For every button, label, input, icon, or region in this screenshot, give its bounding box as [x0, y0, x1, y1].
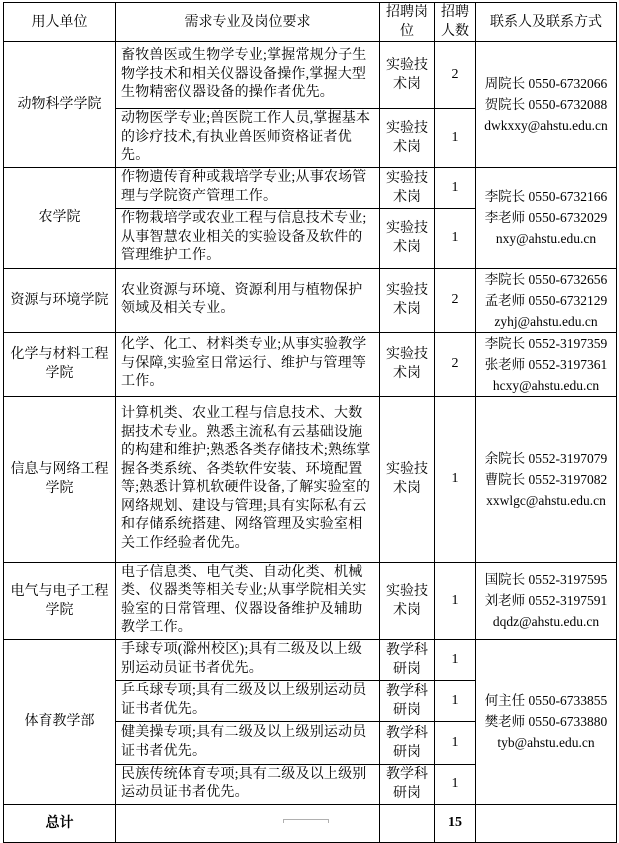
- count-cell: 1: [435, 109, 476, 168]
- post-cell: 实验技术岗: [380, 396, 435, 562]
- header-post: 招聘岗位: [380, 3, 435, 42]
- post-cell: 实验技术岗: [380, 109, 435, 168]
- count-cell: 1: [435, 639, 476, 680]
- unit-cell: 体育教学部: [4, 639, 116, 804]
- requirement-cell: 农业资源与环境、资源利用与植物保护领域及相关专业。: [116, 268, 380, 332]
- count-cell: 1: [435, 167, 476, 208]
- contact-cell: [476, 167, 617, 268]
- contact-cell: [476, 396, 617, 562]
- empty-cell: [116, 804, 380, 842]
- contact-line: zyhj@ahstu.edu.cn: [494, 313, 598, 329]
- count-cell: 2: [435, 332, 476, 396]
- unit-cell: 电气与电子工程学院: [4, 562, 116, 639]
- requirement-cell: 化学、化工、材料类专业;从事实验教学与保障,实验室日常运行、维护与管理等工作。: [116, 332, 380, 396]
- page-break-artifact: [283, 819, 329, 823]
- contact-line: 曹院长 0552-3197082: [484, 471, 608, 487]
- post-cell: 教学科研岗: [380, 680, 435, 721]
- post-cell: 教学科研岗: [380, 639, 435, 680]
- contact-cell: [476, 268, 617, 332]
- contact-line: 李院长 0552-3197359: [484, 335, 608, 351]
- total-count-cell: 15: [435, 804, 476, 842]
- requirement-cell: 作物栽培学或农业工程与信息技术专业;从事智慧农业相关的实验设备及软件的管理维护工作。: [116, 208, 380, 268]
- unit-cell: 农学院: [4, 167, 116, 268]
- table-row: [4, 396, 617, 562]
- header-requirement: 需求专业及岗位要求: [116, 3, 380, 42]
- unit-cell: 资源与环境学院: [4, 268, 116, 332]
- requirement-cell: 畜牧兽医或生物学专业;掌握常规分子生物学技术和相关仪器设备操作,掌握大型生物精密仪器设备的操作者优先。: [116, 42, 380, 109]
- contact-line: 樊老师 0550-6733880: [484, 714, 608, 729]
- header-count: 招聘人数: [435, 3, 476, 42]
- post-cell: 教学科研岗: [380, 721, 435, 764]
- requirement-cell: 民族传统体育专项;具有二级及以上级别运动员证书者优先。: [116, 764, 380, 804]
- count-cell: 1: [435, 208, 476, 268]
- header-contact: 联系人及联系方式: [476, 3, 617, 42]
- post-cell: 教学科研岗: [380, 764, 435, 804]
- contact-line: hcxy@ahstu.edu.cn: [492, 377, 600, 393]
- contact-line: 李院长 0550-6732166: [484, 189, 608, 204]
- contact-line: tyb@ahstu.edu.cn: [497, 735, 595, 750]
- contact-cell: [476, 639, 617, 804]
- contact-line: 李老师 0550-6732029: [484, 210, 608, 225]
- post-cell: 实验技术岗: [380, 167, 435, 208]
- contact-line: 贺院长 0550-6732088: [484, 96, 608, 112]
- contact-cell: [476, 562, 617, 639]
- count-cell: 2: [435, 42, 476, 109]
- contact-line: 孟老师 0550-6732129: [484, 292, 608, 308]
- count-cell: 1: [435, 396, 476, 562]
- requirement-cell: 计算机类、农业工程与信息技术、大数据技术专业。熟悉主流私有云基础设施的构建和维护;熟悉各类存储技术;熟练掌握各类系统、各类软件安装、环境配置等;熟悉计算机软硬件设备,了解实验室的网络规划、建设与管理;具有实际私有云和存储系统搭建、网络管理及实验室相关工作经验者优先。: [116, 396, 380, 562]
- post-cell: 实验技术岗: [380, 268, 435, 332]
- unit-cell: 动物科学学院: [4, 42, 116, 168]
- post-cell: 实验技术岗: [380, 208, 435, 268]
- requirement-cell: 健美操专项;具有二级及以上级别运动员证书者优先。: [116, 721, 380, 764]
- contact-line: nxy@ahstu.edu.cn: [495, 231, 597, 246]
- requirement-cell: 乒乓球专项;具有二级及以上级别运动员证书者优先。: [116, 680, 380, 721]
- empty-cell: [380, 804, 435, 842]
- table-row: [4, 639, 617, 680]
- requirement-cell: 电子信息类、电气类、自动化类、机械类、仪器类等相关专业;从事学院相关实验室的日常管理、仪器设备维护及辅助教学工作。: [116, 562, 380, 639]
- contact-line: 余院长 0552-3197079: [484, 450, 608, 466]
- empty-cell: [476, 804, 617, 842]
- header-unit: 用人单位: [4, 3, 116, 42]
- contact-line: 刘老师 0552-3197591: [484, 593, 608, 608]
- count-cell: 2: [435, 268, 476, 332]
- total-label-cell: 总计: [4, 804, 116, 842]
- contact-cell: [476, 42, 617, 168]
- recruitment-table: [3, 2, 617, 843]
- contact-cell: [476, 332, 617, 396]
- table-row: [4, 167, 617, 208]
- count-cell: 1: [435, 562, 476, 639]
- unit-cell: 化学与材料工程学院: [4, 332, 116, 396]
- contact-line: dwkxxy@ahstu.edu.cn: [484, 117, 608, 133]
- table-row: [4, 42, 617, 109]
- unit-cell: 信息与网络工程学院: [4, 396, 116, 562]
- header-row: [4, 3, 617, 42]
- count-cell: 1: [435, 764, 476, 804]
- contact-line: 国院长 0552-3197595: [484, 572, 608, 587]
- table-row: [4, 268, 617, 332]
- contact-line: xxwlgc@ahstu.edu.cn: [486, 492, 606, 508]
- table-row: [4, 332, 617, 396]
- contact-line: 何主任 0550-6733855: [484, 693, 608, 708]
- contact-line: dqdz@ahstu.edu.cn: [492, 614, 600, 629]
- contact-line: 李院长 0550-6732656: [484, 271, 608, 287]
- total-row: [4, 804, 617, 842]
- count-cell: 1: [435, 721, 476, 764]
- requirement-cell: 作物遗传育种或栽培学专业;从事农场管理与学院资产管理工作。: [116, 167, 380, 208]
- contact-line: 周院长 0550-6732066: [484, 75, 608, 91]
- post-cell: 实验技术岗: [380, 42, 435, 109]
- post-cell: 实验技术岗: [380, 562, 435, 639]
- post-cell: 实验技术岗: [380, 332, 435, 396]
- contact-line: 张老师 0552-3197361: [484, 356, 608, 372]
- requirement-cell: 动物医学专业;兽医院工作人员,掌握基本的诊疗技术,有执业兽医师资格证者优先。: [116, 109, 380, 168]
- table-row: [4, 562, 617, 639]
- count-cell: 1: [435, 680, 476, 721]
- requirement-cell: 手球专项(滁州校区);具有二级及以上级别运动员证书者优先。: [116, 639, 380, 680]
